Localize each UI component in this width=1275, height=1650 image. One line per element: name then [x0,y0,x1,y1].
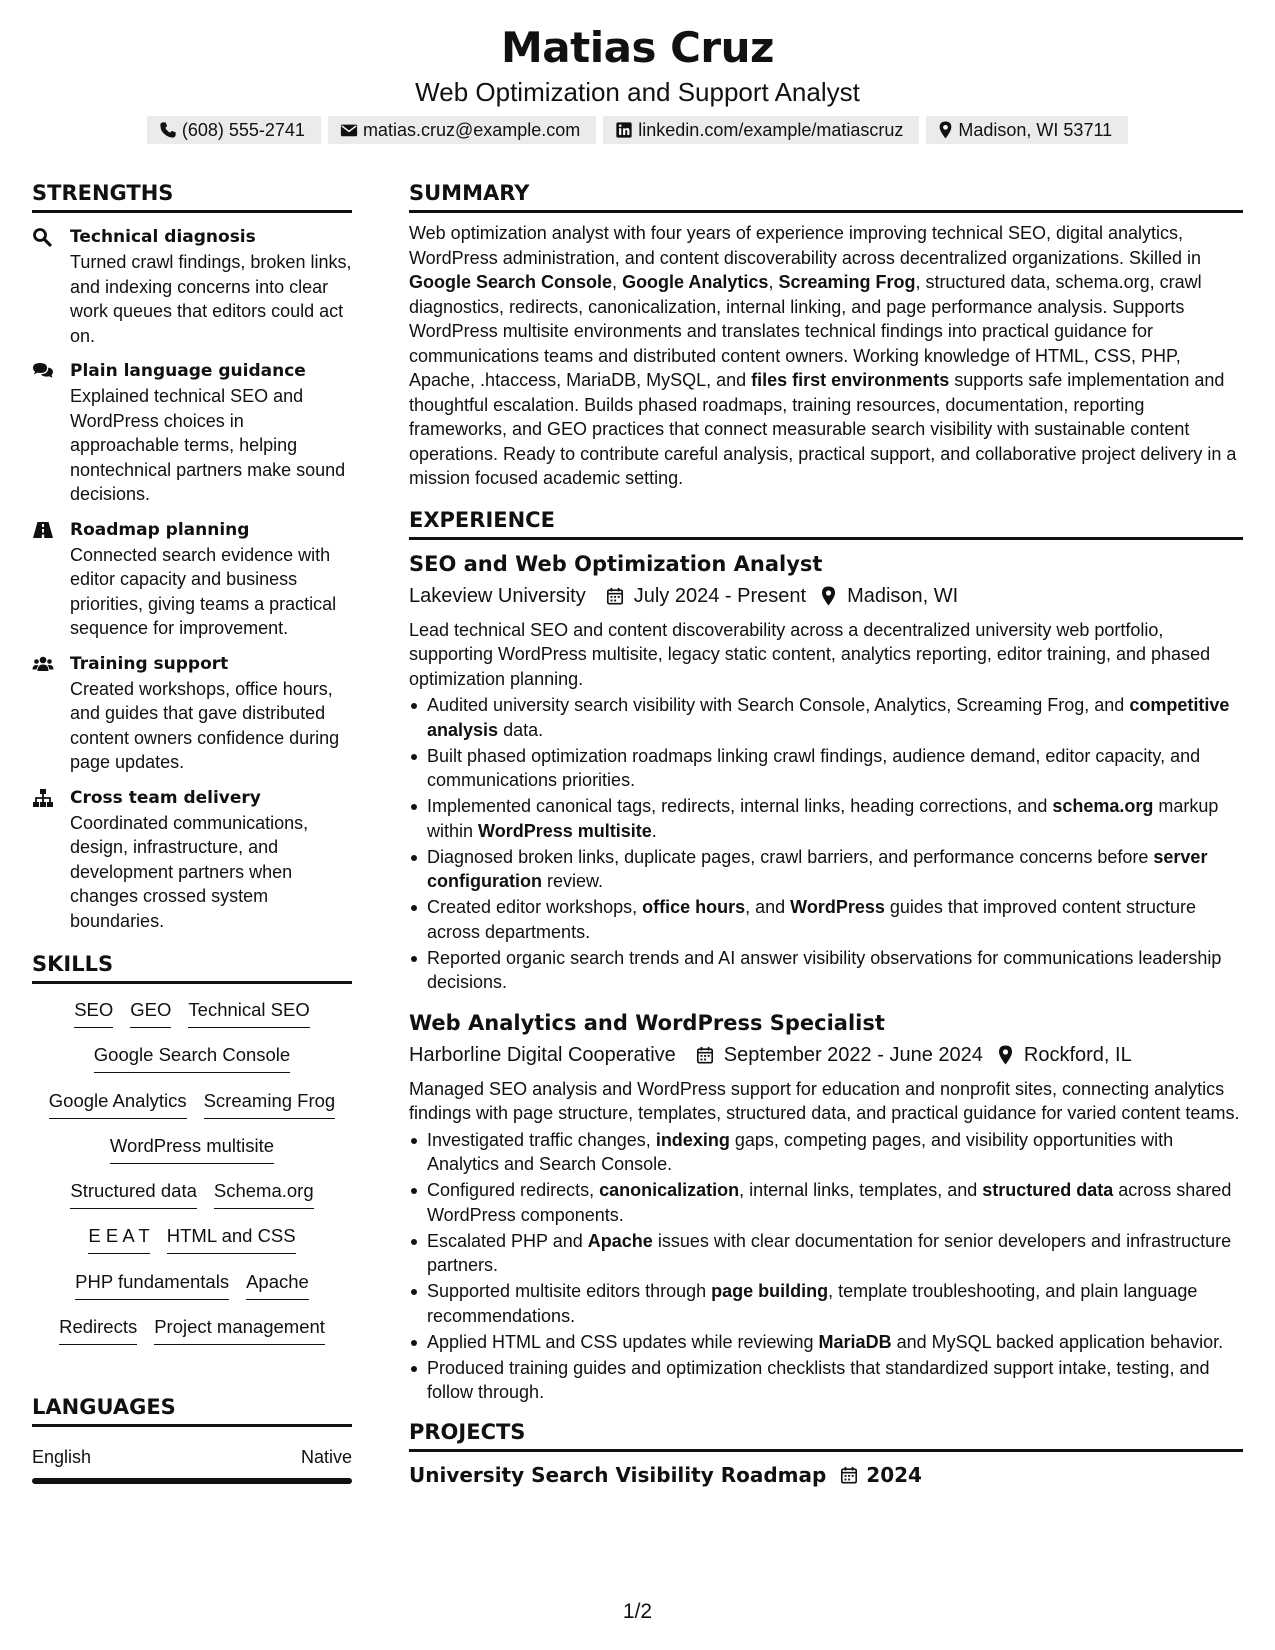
strength-item [32,225,352,348]
text-run: Implemented canonical tags, redirects, internal links, heading corrections, and [427,796,1053,816]
strength-title: Training support [70,653,229,674]
bullet-item [409,1330,1243,1355]
job-dates: September 2022 - June 2024 [723,1043,983,1066]
text-run: and MySQL backed application behavior. [891,1331,1224,1352]
strength-icon-wrap [32,786,70,934]
calendar-icon [840,1466,858,1484]
text-run: markup within [427,796,1219,841]
strength-item [32,786,352,934]
left-column [32,180,352,1484]
strength-icon-wrap [32,518,70,641]
strength-desc: Coordinated communications, design, infrastructure, and development partners when changes crossed system boundaries. [70,812,309,931]
job-dates: July 2024 - Present [633,584,807,607]
skill-tag: HTML and CSS [167,1224,296,1254]
contact-bar [0,116,1275,144]
job-description: Managed SEO analysis and WordPress support for education and nonprofit sites, connecting analytics findings with page structure, templates, structured data, and practical guidance for varied content teams. [409,1078,1240,1123]
text-run: Created editor workshops, [427,897,643,917]
language-level: Native [300,1447,352,1468]
skill-tag: Google Search Console [94,1043,290,1073]
bold-phrase: canonicalization [599,1180,740,1200]
calendar-icon [696,1046,714,1064]
job-location: Rockford, IL [1023,1043,1132,1066]
bullet-item [409,845,1243,894]
bold-phrase: WordPress multisite [478,820,652,841]
users-icon [32,654,54,674]
bold-phrase: server configuration [427,846,1208,891]
skill-row [32,1089,352,1134]
bold-phrase: Screaming Frog [778,272,916,292]
contact-email[interactable] [328,116,596,144]
text-run: review. [542,871,604,891]
job-entry [409,1009,1243,1405]
comments-icon [32,361,54,381]
location-pin-icon [938,121,953,139]
text-run: Produced training guides and optimization checklists that standardized support intake, testing, and follow through. [427,1357,1210,1402]
languages-title: LANGUAGES [32,1394,352,1427]
strength-item [32,359,352,507]
text-run: across shared WordPress components. [427,1180,1232,1225]
bold-phrase: MariaDB [818,1331,892,1352]
bullet-item [409,1229,1243,1278]
bullet-item [409,946,1243,995]
bullet-item [409,693,1243,742]
text-run: , [612,272,623,292]
summary-title: SUMMARY [409,180,1243,213]
strength-body [70,652,352,775]
bold-phrase: office hours [642,897,746,917]
skill-tag: Apache [246,1270,309,1300]
linkedin-icon [615,121,633,139]
text-run: Built phased optimization roadmaps linking crawl findings, audience demand, editor capacity, and communications priorities. [427,745,1201,790]
text-run: . [651,820,657,841]
location-pin-icon [820,586,837,606]
project-item [409,1462,1243,1488]
text-run: Web optimization analyst with four years of experience improving technical SEO, digital analytics, WordPress administration, and content discoverability across decentralized organizations. Skilled in [409,223,1202,268]
language-item [32,1447,352,1468]
contact-phone[interactable] [147,116,321,144]
strength-desc: Explained technical SEO and WordPress choices in approachable terms, helping nontechnical partners make sound decisions. [70,386,346,504]
text-run: Audited university search visibility with Search Console, Analytics, Screaming Frog, and [427,695,1130,715]
skill-tag: GEO [130,998,171,1028]
skill-tag: Screaming Frog [204,1089,336,1119]
candidate-headline: Web Optimization and Support Analyst [415,77,860,107]
skill-tag: PHP fundamentals [75,1270,229,1300]
text-run: Reported organic search trends and AI answer visibility observations for communications leadership decisions. [427,947,1222,992]
strength-title: Technical diagnosis [70,227,256,247]
text-run: issues with clear documentation for senior developers and infrastructure partners. [427,1230,1232,1275]
text-run: Applied HTML and CSS updates while reviewing [427,1331,819,1352]
job-company: Lakeview University [409,584,586,607]
bullet-item [409,744,1243,793]
skills-list [32,998,352,1360]
bold-phrase: competitive analysis [427,695,1230,740]
skill-tag: E E A T [88,1224,149,1254]
bold-phrase: structured data [982,1180,1114,1200]
bold-phrase: schema.org [1052,796,1154,816]
search-icon [32,227,54,247]
strength-title: Roadmap planning [70,519,250,540]
experience-title: EXPERIENCE [409,507,1243,540]
text-run: , structured data, schema.org, crawl diagnostics, redirects, canonicalization, internal linking, and page performance analysis. Supports WordPress multisite environments and translates technical findings into practical guidance for communications teams and distributed content owners. Working knowledge of HTML, CSS, PHP, Apache, .htaccess, MariaDB, MySQL, and [409,272,1202,390]
job-meta [409,582,1243,610]
skill-tag: Technical SEO [188,998,309,1028]
skill-row [32,1315,352,1360]
skills-title: SKILLS [32,951,352,984]
text-run: Configured redirects, [427,1180,600,1200]
bold-phrase: WordPress [790,897,885,917]
strengths-title: STRENGTHS [32,180,352,213]
skill-row [32,1270,352,1315]
language-name: English [32,1447,92,1468]
strength-desc: Turned crawl findings, broken links, and indexing concerns into clear work queues that editors could act on. [70,252,352,346]
bold-phrase: Google Analytics [622,272,769,292]
bullet-item [409,794,1243,843]
calendar-icon [606,587,624,605]
job-title: Web Analytics and WordPress Specialist [409,1010,885,1035]
job-bullets [409,1128,1243,1405]
skill-row [32,1179,352,1224]
language-proficiency-bar [32,1478,352,1484]
contact-linkedin[interactable] [603,116,919,144]
strength-title: Cross team delivery [70,787,261,808]
text-run: Investigated traffic changes, [427,1129,656,1150]
candidate-name: Matias Cruz [501,23,774,72]
skill-row [32,1134,352,1179]
text-run: Diagnosed broken links, duplicate pages, crawl barriers, and performance concerns before [427,846,1154,867]
text-run: Escalated PHP and [427,1230,588,1251]
strength-icon-wrap [32,359,70,507]
text-run: , [768,272,779,292]
location-text: Madison, WI 53711 [958,119,1113,140]
strength-item [32,652,352,775]
email-icon [340,121,358,139]
job-entry [409,550,1243,995]
bold-phrase: indexing [655,1129,730,1150]
phone-icon [159,121,177,139]
text-run: guides that improved content structure across departments. [427,897,1197,942]
email-text: matias.cruz@example.com [362,119,581,140]
text-run: supports safe implementation and thoughtful escalation. Builds phased roadmaps, training resources, documentation, reporting frameworks, and GEO practices that connect measurable search visibility with sustainable content operations. Ready to contribute careful analysis, practical support, and collaborative project delivery in a mission focused academic setting. [409,370,1237,488]
project-name: University Search Visibility Roadmap [409,1462,827,1487]
phone-text: (608) 555-2741 [181,119,305,140]
projects-title: PROJECTS [409,1419,1243,1452]
strength-body [70,359,352,507]
right-column [409,180,1243,1488]
skill-row [32,1224,352,1269]
job-location: Madison, WI [847,584,959,607]
experience-list [409,550,1243,1405]
bullet-item [409,1128,1243,1177]
bullet-item [409,1356,1243,1405]
bold-phrase: page building [711,1281,829,1301]
skill-tag: Google Analytics [49,1089,187,1119]
project-year: 2024 [866,1462,922,1487]
strength-body [70,786,352,934]
text-run: , internal links, templates, and [739,1180,983,1200]
strength-icon-wrap [32,652,70,775]
strength-desc: Created workshops, office hours, and guides that gave distributed content owners confidence during page updates. [70,678,340,772]
strength-body [70,518,352,641]
bullet-item [409,1279,1243,1328]
resume-header [0,22,1275,144]
strength-body [70,225,352,348]
skill-row [32,998,352,1043]
bullet-item [409,895,1243,944]
job-description: Lead technical SEO and content discoverability across a decentralized university web portfolio, supporting WordPress multisite, legacy static content, analytics reporting, editor training, and phased optimization planning. [409,619,1211,689]
text-run: , and [745,897,791,917]
summary-text [409,221,1243,491]
job-bullets [409,693,1243,995]
bold-phrase: Apache [587,1230,653,1251]
strength-icon-wrap [32,225,70,348]
bold-phrase: files first environments [751,370,950,390]
sitemap-icon [32,788,54,808]
job-company: Harborline Digital Cooperative [409,1043,676,1066]
skill-tag: Project management [154,1315,325,1345]
skill-row [32,1043,352,1088]
strength-item [32,518,352,641]
road-icon [32,520,54,540]
text-run: Supported multisite editors through [427,1281,712,1301]
strength-desc: Connected search evidence with editor capacity and business priorities, giving teams a practical sequence for improvement. [70,544,337,638]
strength-title: Plain language guidance [70,361,306,381]
text-run: gaps, competing pages, and visibility opportunities with Analytics and Search Console. [427,1129,1174,1174]
skill-tag: Schema.org [214,1179,314,1209]
job-title: SEO and Web Optimization Analyst [409,551,823,576]
text-run: , template troubleshooting, and plain language recommendations. [427,1281,1198,1326]
text-run: data. [498,719,544,740]
bold-phrase: Google Search Console [409,272,613,292]
skill-tag: Redirects [59,1315,137,1345]
job-meta [409,1041,1243,1069]
strengths-list [32,225,352,933]
location-pin-icon [997,1045,1014,1065]
skill-tag: Structured data [70,1179,197,1209]
skill-tag: WordPress multisite [110,1134,274,1164]
linkedin-text: linkedin.com/example/matiascruz [638,119,904,140]
skill-tag: SEO [74,998,113,1028]
bullet-item [409,1178,1243,1227]
contact-location [926,116,1128,144]
page-number: 1/2 [622,1600,653,1623]
